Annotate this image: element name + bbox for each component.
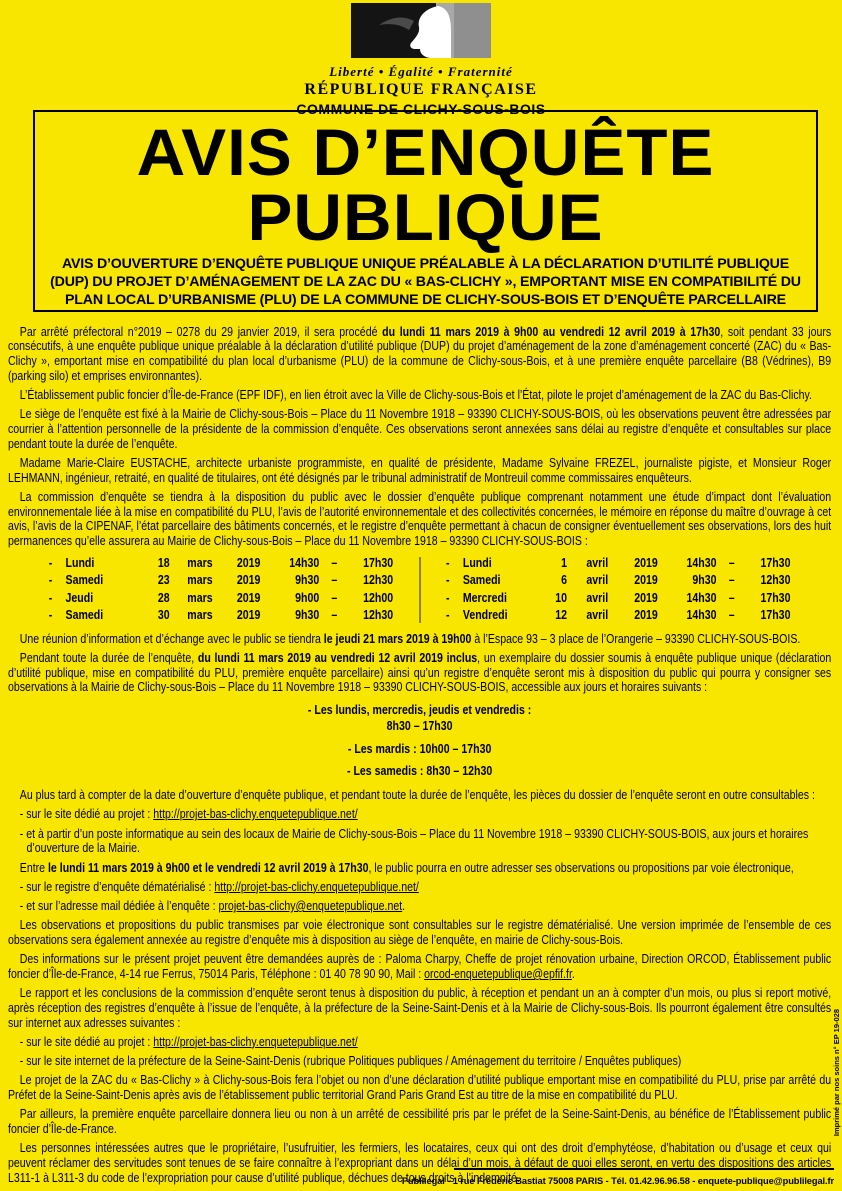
- schedule-cell: 17h30: [760, 590, 791, 605]
- opening-hours-line: - Les mardis : 10h00 – 17h30: [347, 741, 492, 756]
- opening-hours-line: 8h30 – 17h30: [386, 718, 453, 733]
- text-segment: du lundi 11 mars 2019 à 9h00 au vendredi 12 avril 2019 à 17h30: [382, 324, 721, 339]
- schedule-cell: mars: [187, 590, 213, 605]
- schedule-cell: avril: [586, 555, 609, 570]
- republic-label: RÉPUBLIQUE FRANÇAISE: [304, 81, 538, 98]
- opening-hours-entry: [8, 703, 831, 734]
- text-segment: Par ailleurs, la première enquête parcellaire donnera lieu ou non à un arrêté de cessibilité pris par le préfet de la Seine-Saint-Denis, au bénéfice de l’Établissement public foncier d’Île-de-France.: [8, 1107, 832, 1137]
- opening-hours: [8, 703, 831, 780]
- schedule-cell: 17h30: [363, 555, 394, 570]
- text-segment: , le public pourra en outre adresser ses observations ou propositions par voie électronique,: [368, 860, 794, 875]
- schedule-cell: –: [728, 555, 735, 570]
- schedule-row: [442, 572, 795, 590]
- schedule-cell: Samedi: [65, 573, 104, 588]
- bullet-item: [19, 807, 831, 822]
- permanence-schedule: [8, 555, 831, 625]
- schedule-cell: –: [331, 555, 338, 570]
- paragraph: [8, 632, 831, 647]
- schedule-row: [442, 590, 795, 608]
- schedule-row: [45, 590, 398, 608]
- schedule-cell: 17h30: [760, 555, 791, 570]
- paragraph: [8, 456, 831, 485]
- paragraph: [8, 986, 831, 1030]
- schedule-cell: -: [446, 573, 450, 588]
- bullet-item: [19, 879, 831, 895]
- bullet-item: [19, 1034, 831, 1050]
- schedule-cell: Lundi: [462, 555, 492, 570]
- schedule-cell: 14h30: [686, 590, 717, 605]
- text-segment: - et sur l’adresse mail dédiée à l’enquête :: [19, 899, 219, 914]
- schedule-cell: Samedi: [65, 608, 104, 623]
- paragraph: [8, 388, 831, 403]
- text-segment: - sur le registre d’enquête dématérialisé :: [19, 879, 215, 894]
- text-segment: Par arrêté préfectoral n°2019 – 0278 du 29 janvier 2019, il sera procédé: [19, 324, 383, 339]
- schedule-cell: 12h30: [363, 573, 394, 588]
- bullet-item: [19, 899, 831, 914]
- schedule-cell: 30: [157, 608, 170, 623]
- link[interactable]: http://projet-bas-clichy.enquetepublique.net/: [153, 1034, 358, 1049]
- schedule-cell: -: [48, 573, 53, 588]
- schedule-cell: 14h30: [686, 555, 717, 570]
- schedule-cell: –: [331, 608, 338, 623]
- text-segment: .: [402, 899, 406, 914]
- schedule-cell: -: [48, 608, 53, 623]
- schedule-cell: Lundi: [65, 555, 95, 570]
- paragraph: [8, 918, 831, 947]
- paragraph: [8, 788, 831, 803]
- link[interactable]: http://projet-bas-clichy.enquetepublique.net/: [153, 807, 358, 822]
- header: [0, 0, 842, 117]
- footer-rule: [454, 1168, 834, 1170]
- text-segment: Entre: [19, 860, 48, 875]
- text-segment: Les observations et propositions du public transmises par voie électronique sont consultables sur le registre dématérialisé. Une version imprimée de l’ensemble de ces observations sera également annexée au registre d’enquête mis à disposition au siège de l’enquête, en mairie de Clichy-sous-Bois.: [8, 918, 832, 948]
- schedule-cell: Samedi: [462, 573, 501, 588]
- link[interactable]: http://projet-bas-clichy.enquetepublique.net/: [214, 879, 419, 894]
- opening-hours-line: - Les samedis : 8h30 – 12h30: [346, 764, 493, 779]
- text-segment: , soit pendant 33 jours consécutifs, à une enquête publique unique préalable à la déclaration d’utilité publique (DUP) du projet d’aménagement de la zone d’aménagement concerté (ZAC) du « Bas-Clichy », emportant mise en compatibilité du plan local d’urbanisme (PLU) de la commune de Clichy-sous-Bois, et à une première enquête parcellaire (B8 (Védrines), B9 (parking silo) et emprises environnantes).: [8, 324, 832, 383]
- schedule-cell: avril: [586, 590, 609, 605]
- schedule-cell: avril: [586, 608, 609, 623]
- text-segment: Les personnes intéressées autres que le propriétaire, l’usufruitier, les fermiers, les locataires, ceux qui ont des droit d’emphytéose, d’habitation ou d’usage et ceux qui peuvent réclamer des servitudes sont tenues de se faire connaître à l’expropriant dans un délai d’un mois, à défaut de quoi elles seront, en vertu des dispositions des articles L311-1 à L311-3 du code de l’expropriation pour cause d’utilité publique, déchues de tous droits à l’indemnité.: [8, 1141, 832, 1185]
- bullet-item: [19, 1054, 831, 1069]
- notice-body: [8, 320, 831, 1190]
- schedule-cell: –: [728, 573, 735, 588]
- schedule-cell: 9h30: [295, 608, 320, 623]
- schedule-row: [442, 607, 795, 625]
- schedule-cell: –: [728, 608, 735, 623]
- schedule-cell: 2019: [634, 573, 658, 588]
- text-segment: - sur le site dédié au projet :: [19, 1034, 154, 1049]
- link[interactable]: projet-bas-clichy@enquetepublique.net: [218, 899, 403, 914]
- schedule-cell: mars: [187, 608, 213, 623]
- marianne-logo: [351, 3, 491, 58]
- text-segment: Des informations sur le présent projet peuvent être demandées auprès de : Paloma Charpy, Cheffe de projet rénovation urbaine, Direction ORCOD, Établissement public foncier d’Île-de-France, 4-14 rue Ferrus, 75014 Paris, Téléphone : 01 40 78 90 90, Mail :: [8, 952, 832, 981]
- schedule-cell: 2019: [236, 608, 261, 623]
- link[interactable]: orcod-enquetepublique@epfif.fr: [424, 967, 572, 981]
- schedule-divider: [419, 557, 420, 623]
- schedule-cell: Jeudi: [65, 590, 94, 605]
- schedule-cell: -: [48, 590, 53, 605]
- text-segment: , un exemplaire du dossier soumis à enquête publique unique (déclaration d’utilité publique, mise en compatibilité du PLU, première enquête parcellaire) ainsi qu’un registre d’enquête seront mis à disposition du public qui pourra y consigner ses observations à la Mairie de Clichy-sous-Bois – Place du 11 Novembre 1918 – 93390 CLICHY-SOUS-BOIS, accessible aux jours et horaires suivants :: [8, 651, 832, 695]
- schedule-cell: Vendredi: [462, 608, 508, 623]
- schedule-cell: 2019: [634, 590, 658, 605]
- opening-hours-line: - Les lundis, mercredis, jeudis et vendredis :: [307, 703, 532, 718]
- title-box: [33, 110, 818, 312]
- schedule-cell: 2019: [634, 608, 658, 623]
- text-segment: du lundi 11 mars 2019 au vendredi 12 avril 2019 inclus: [197, 651, 478, 666]
- schedule-cell: -: [446, 590, 450, 605]
- paragraph: [8, 861, 831, 876]
- commune-label: COMMUNE DE CLICHY-SOUS-BOIS: [296, 101, 546, 117]
- schedule-cell: 12h00: [363, 590, 394, 605]
- schedule-cell: 1: [561, 555, 568, 570]
- paragraph: [8, 325, 831, 384]
- text-segment: Une réunion d’information et d’échange avec le public se tiendra: [19, 631, 324, 646]
- text-segment: Au plus tard à compter de la date d’ouverture d’enquête publique, et pendant toute la durée de l’enquête, les pièces du dossier de l’enquête seront en outre consultables :: [19, 788, 815, 803]
- schedule-cell: 10: [555, 590, 568, 605]
- text-segment: .: [571, 967, 575, 981]
- motto: Liberté • Égalité • Fraternité: [329, 64, 513, 79]
- schedule-cell: 23: [157, 573, 170, 588]
- schedule-column: [442, 555, 795, 625]
- schedule-cell: 14h30: [686, 608, 717, 623]
- text-segment: Le siège de l’enquête est fixé à la Mairie de Clichy-sous-Bois – Place du 11 Novembre 1918 – 93390 CLICHY-SOUS-BOIS, où les observations peuvent être adressées par courrier à l’attention personnelle de la présidente de la commission d’enquête. Ces observations seront annexées sans délai au registre d’enquête et consultables sur place pendant toute la durée de l’enquête.: [8, 407, 832, 451]
- schedule-row: [45, 572, 398, 590]
- schedule-cell: –: [331, 590, 338, 605]
- schedule-cell: avril: [586, 573, 609, 588]
- bullet-item: [19, 826, 831, 856]
- page-title: AVIS D’ENQUÊTE PUBLIQUE: [136, 115, 715, 254]
- schedule-cell: 2019: [236, 555, 261, 570]
- print-reference: Imprimé par nos soins n° EP 19-028: [832, 1008, 841, 1136]
- opening-hours-entry: [8, 764, 831, 780]
- schedule-cell: 9h00: [295, 590, 320, 605]
- schedule-cell: 2019: [634, 555, 658, 570]
- paragraph: [8, 1073, 831, 1102]
- text-segment: le lundi 11 mars 2019 à 9h00 et le vendredi 12 avril 2019 à 17h30: [47, 860, 369, 875]
- schedule-cell: 6: [561, 573, 568, 588]
- schedule-cell: 9h30: [692, 573, 717, 588]
- schedule-cell: –: [728, 590, 735, 605]
- text-segment: le jeudi 21 mars 2019 à 19h00: [323, 631, 472, 646]
- schedule-cell: 28: [157, 590, 170, 605]
- opening-hours-entry: [8, 742, 831, 758]
- schedule-cell: 12: [555, 608, 568, 623]
- schedule-cell: –: [331, 573, 338, 588]
- text-segment: à l’Espace 93 – 3 place de l’Orangerie – 93390 CLICHY-SOUS-BOIS.: [471, 631, 801, 646]
- schedule-row: [45, 555, 398, 573]
- schedule-cell: -: [446, 608, 450, 623]
- schedule-cell: mars: [187, 555, 213, 570]
- schedule-cell: -: [48, 555, 53, 570]
- text-segment: - sur le site internet de la préfecture de la Seine-Saint-Denis (rubrique Politiques publiques / Aménagement du territoire / Enquêtes publiques): [19, 1054, 682, 1069]
- text-segment: - et à partir d’un poste informatique au sein des locaux de Mairie de Clichy-sous-Bois – Place du 11 Novembre 1918 – 93390 CLICHY-SOUS-BOIS, aux jours et horaires d’ouverture de la Mairie.: [19, 826, 809, 856]
- paragraph: [8, 490, 831, 549]
- text-segment: Le rapport et les conclusions de la commission d’enquête seront tenus à disposition du public, à réception et pendant un an à compter d’un mois, ou plus si report motivé, après réception des registres d’enquête à l’issue de l’enquête, à la préfecture de la Seine-Saint-Denis et à la Mairie de Clichy-sous-Bois. Ils pourront également être consultés sur internet aux adresses suivantes :: [8, 986, 832, 1030]
- text-segment: Madame Marie-Claire EUSTACHE, architecte urbaniste programmiste, en qualité de présidente, Madame Sylvaine FREZEL, journaliste pigiste, et Monsieur Roger LEHMANN, ingénieur, retraité, en qualité de titulaires, ont été désignés par le tribunal administratif de Montreuil comme commissaires enquêteurs.: [8, 455, 832, 485]
- publisher-line: Publilegal - 1 rue Frédéric Bastiat 75008 PARIS - Tél. 01.42.96.96.58 - enquete-publique@publilegal.fr: [401, 1176, 834, 1186]
- schedule-cell: 9h30: [295, 573, 320, 588]
- schedule-row: [45, 607, 398, 625]
- schedule-cell: 2019: [236, 573, 261, 588]
- schedule-row: [442, 555, 795, 573]
- paragraph: [8, 651, 831, 695]
- subtitle: AVIS D’OUVERTURE D’ENQUÊTE PUBLIQUE UNIQUE PRÉALABLE À LA DÉCLARATION D’UTILITÉ PUBLIQUE (DUP) DU PROJET D’AMÉNAGEMENT DE LA ZAC DU « BAS-CLICHY », EMPORTANT MISE EN COMPATIBILITÉ DU PLAN LOCAL D’URBANISME (PLU) DE LA COMMUNE DE CLICHY-SOUS-BOIS ET D’ENQUÊTE PARCELLAIRE: [50, 256, 801, 308]
- schedule-cell: 18: [157, 555, 170, 570]
- schedule-cell: 14h30: [289, 555, 320, 570]
- schedule-cell: Mercredi: [462, 590, 507, 605]
- text-segment: La commission d’enquête se tiendra à la disposition du public avec le dossier d’enquête publique comprenant notamment une étude d’impact dont l’évaluation environnementale liée à la mise en compatibilité du PLU, l’avis de l’autorité environnementale et des collectivités concernées, le mémoire en réponse du maître d’ouvrage à cet avis, l’avis de la CIPENAF, l’état parcellaire des bâtiments concernés, et le registre d’enquête permettant à chacun de consigner éventuellement ses observations, lors des huit permanences qu’elle assurera au Mairie de Clichy-sous-Bois – Place du 11 Novembre 1918 – 93390 CLICHY-SOUS-BOIS :: [8, 489, 832, 549]
- text-segment: - sur le site dédié au projet :: [19, 807, 154, 822]
- schedule-cell: -: [446, 555, 450, 570]
- text-segment: L’Établissement public foncier d’Île-de-France (EPF IDF), en lien étroit avec la Ville de Clichy-sous-Bois et l’État, pilote le projet d’aménagement de la ZAC du Bas-Clichy.: [19, 387, 812, 402]
- schedule-column: [45, 555, 398, 625]
- schedule-cell: mars: [187, 573, 213, 588]
- text-segment: Pendant toute la durée de l’enquête,: [19, 651, 198, 666]
- schedule-cell: 17h30: [760, 608, 791, 623]
- schedule-cell: 12h30: [363, 608, 394, 623]
- paragraph: [8, 952, 831, 981]
- text-segment: Le projet de la ZAC du « Bas-Clichy » à Clichy-sous-Bois fera l’objet ou non d’une déclaration d’utilité publique emportant mise en compatibilité du PLU, prise par arrêté du Préfet de la Seine-Saint-Denis après avis de l’établissement public territorial Grand Paris Grand Est au titre de la mise en compatibilité du PLU.: [8, 1073, 832, 1103]
- paragraph: [8, 1107, 831, 1136]
- paragraph: [8, 407, 831, 451]
- schedule-cell: 12h30: [760, 573, 791, 588]
- schedule-cell: 2019: [236, 590, 261, 605]
